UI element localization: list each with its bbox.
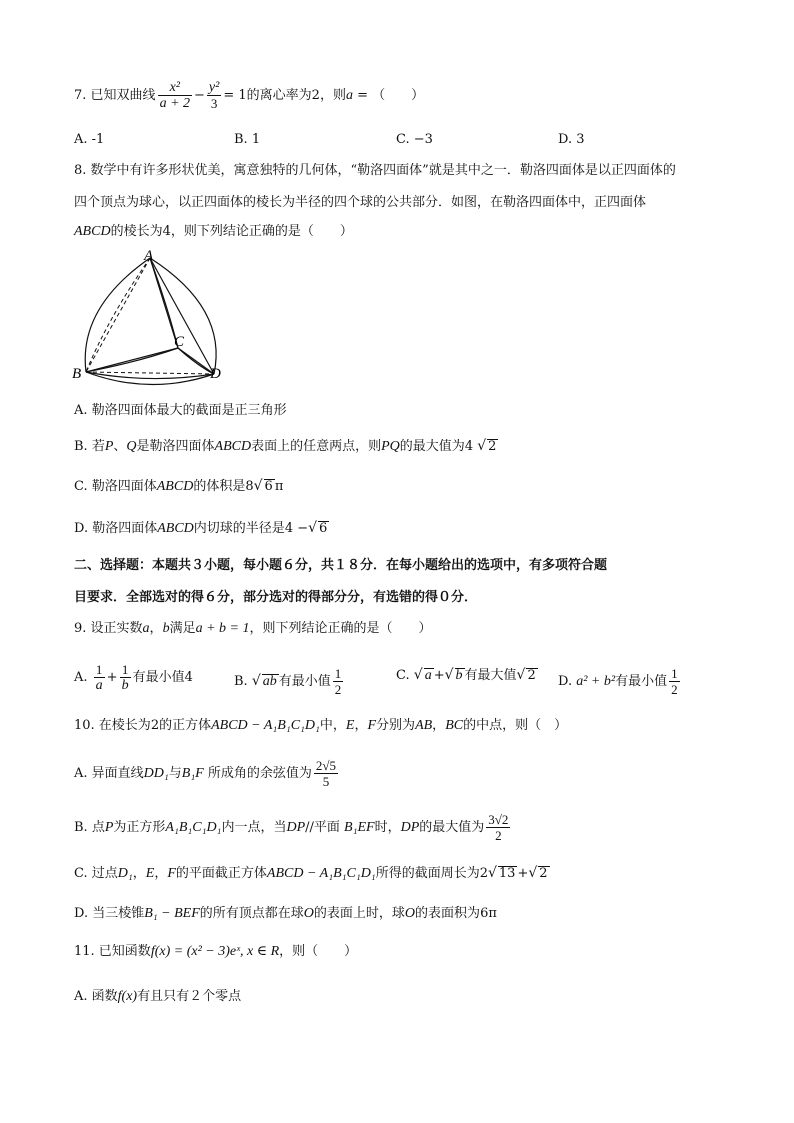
q7-option-c: C. −3 <box>396 132 433 147</box>
question-7: 7. 已知双曲线 $\frac{\text{x²}}{a + 2}$ − $\frac{\text{y²}}{3}$ = 1的离心率为2，则a = （ ） <box>74 80 425 111</box>
q8-option-b: B. 若P、Q是勒洛四面体ABCD表面上的任意两点，则PQ的最大值为4 √ 2 <box>74 438 497 454</box>
vertex-label-d: D <box>210 366 221 382</box>
question-8-line-1: 8. 数学中有许多形状优美，寓意独特的几何体，“勒洛四面体”就是其中之一．勒洛四面体是以正四面体的 <box>74 163 676 178</box>
question-8-line-2: 四个顶点为球心，以正四面体的棱长为半径的四个球的公共部分．如图，在勒洛四面体中，正四面体 <box>74 195 647 210</box>
q11-option-a: A. 函数f(x)有且只有２个零点 <box>74 989 242 1004</box>
q8-option-a: A. 勒洛四面体最大的截面是正三角形 <box>74 403 287 418</box>
question-9: 9. 设正实数a，b满足a + b = 1，则下列结论正确的是（ ） <box>74 621 432 636</box>
edge-ad <box>150 258 214 374</box>
edge-cd <box>178 348 214 374</box>
vertex-label-c: C <box>174 334 185 350</box>
q7-option-d: D. 3 <box>558 132 585 147</box>
section-2-heading-line-2: 目要求．全部选对的得６分，部分选对的得部分分，有选错的得０分． <box>74 590 478 605</box>
q7-option-a: A. -1 <box>74 132 105 147</box>
radical-sign: √ <box>308 520 318 536</box>
question-8-line-3: ABCD的棱长为4，则下列结论正确的是（ ） <box>74 224 353 239</box>
q9-option-c: C. √ a +√ b 有最大值√ 2 <box>396 667 536 683</box>
edge-bd-dashed <box>86 372 214 374</box>
q8-option-d: D. 勒洛四面体ABCD内切球的半径是4 −√ 6 <box>74 520 328 536</box>
q8-option-c: C. 勒洛四面体ABCD的体积是8√ 6 π <box>74 478 284 494</box>
q10-option-d: D. 当三棱锥B₁ − BEF的所有顶点都在球O的表面上时，球O的表面积为6π <box>74 906 497 921</box>
question-11: 11. 已知函数f(x) = (x² − 3)eˣ, x ∈ R，则（ ） <box>74 944 358 959</box>
q7-option-b: B. 1 <box>234 132 261 147</box>
reuleaux-tetrahedron-figure <box>68 248 238 388</box>
section-2-heading-line-1: 二、选择题：本题共３小题，每小题６分，共１８分．在每小题给出的选项中，有多项符合题 <box>74 558 608 573</box>
radical-sign: √ <box>477 438 487 454</box>
vertex-label-a: A <box>144 248 154 264</box>
fraction: $\frac{\text{y²}}{3}$ <box>208 80 220 111</box>
radical-sign: √ <box>253 478 263 494</box>
q10-option-c: C. 过点D₁，E，F的平面截正方体ABCD − A₁B₁C₁D₁所得的截面周长为2√ 13 +√ 2 <box>74 865 548 881</box>
edge-bc <box>86 348 178 372</box>
fraction: $\frac{\text{x²}}{a + 2}$ <box>159 80 191 111</box>
q9-option-a: A. $\frac{1}{a}$ + $\frac{1}{b}$ 有最小值4 <box>74 662 193 693</box>
q10-option-b: B. 点P为正方形A₁B₁C₁D₁内一点，当DP//平面 B₁EF时，DP的最大值为 $\frac{3√2}{2}$ <box>74 812 509 843</box>
vertex-label-b: B <box>72 366 82 382</box>
q10-option-a: A. 异面直线DD₁与B₁F 所成角的余弦值为 $\frac{2√5}{5}$ <box>74 758 337 789</box>
q9-option-d: D. a² + b²有最小值 $\frac{1}{2}$ <box>558 666 678 697</box>
q9-option-b: B. √ ab 有最小值 $\frac{1}{2}$ <box>234 666 342 697</box>
question-10: 10. 在棱长为2的正方体ABCD − A₁B₁C₁D₁中，E，F分别为AB，BC的中点，则（ ） <box>74 718 568 733</box>
